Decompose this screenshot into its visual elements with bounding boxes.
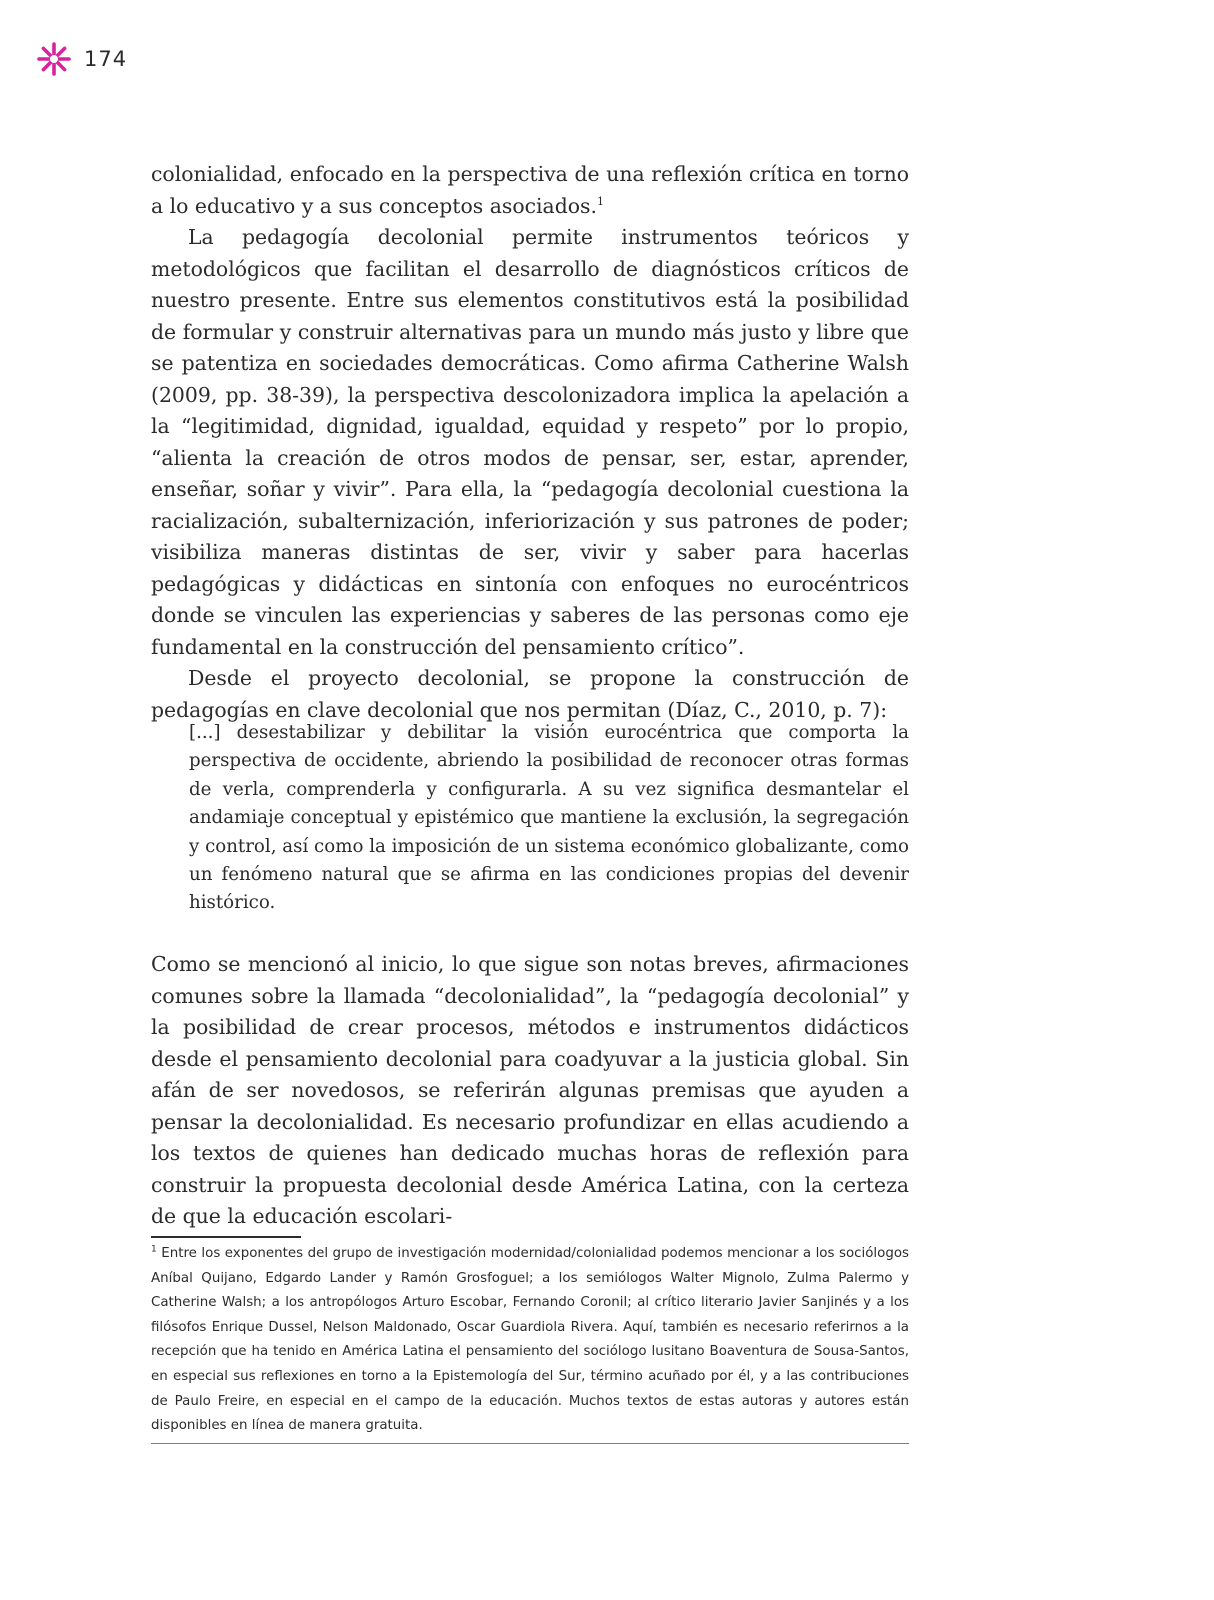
paragraph: Como se mencionó al inicio, lo que sigue son notas breves, afirmaciones comunes sobre la llamada “decolonialidad”, la “pedagogía decolonial” y la posibilidad de crear procesos, métodos e instrumentos didácticos desde el pensamiento decolonial para coadyuvar a la justicia global. Sin afán de ser novedosos, se referirán algunas premisas que ayuden a pensar la decolonialidad. Es necesario profundizar en ellas acudiendo a los textos de quienes han dedicado muchas horas de reflexión para construir la propuesta decolonial desde América Latina, con la certeza de que la educación escolari- <box>151 952 909 1228</box>
footnote <box>151 1242 909 1439</box>
paragraph: La pedagogía decolonial permite instrumentos teóricos y metodológicos que facilitan el desarrollo de diagnósticos críticos de nuestro presente. Entre sus elementos constitutivos está la posibilidad de formular y construir alternativas para un mundo más justo y libre que se patentiza en sociedades democráticas. Como afirma Catherine Walsh (2009, pp. 38-39), la perspectiva descolonizadora implica la apelación a la “legitimidad, dignidad, igualdad, equidad y respeto” por lo propio, “alienta la creación de otros modos de pensar, ser, estar, aprender, enseñar, soñar y vivir”. Para ella, la “pedagogía decolonial cuestiona la racialización, subalternización, inferiorización y sus patrones de poder; visibiliza maneras distintas de ser, vivir y saber para hacerlas pedagógicas y didácticas en sintonía con enfoques no eurocéntricos donde se vinculen las experiencias y saberes de las personas como eje fundamental en la construcción del pensamiento crítico”. <box>151 225 909 659</box>
paragraph-continuation <box>151 159 909 222</box>
body-text-top <box>151 159 909 726</box>
page-number: 174 <box>84 47 128 71</box>
footnote-text: Entre los exponentes del grupo de investigación modernidad/colonialidad podemos mencionar a los sociólogos Aníbal Quijano, Edgardo Lander y Ramón Grosfoguel; a los semiólogos Walter Mignolo, Zulma Palermo y Catherine Walsh; a los antropólogos Arturo Escobar, Fernando Coronil; al crítico literario Javier Sanjinés y a los filósofos Enrique Dussel, Nelson Maldonado, Oscar Guardiola Rivera. Aquí, también es necesario referirnos a la recepción que ha tenido en América Latina el pensamiento del sociólogo lusitano Boaventura de Sousa-Santos, en especial sus reflexiones en torno a la Epistemología del Sur, término acuñado por él, y a las contribuciones de Paulo Freire, en especial en el campo de la educación. Muchos textos de estas autoras y autores están disponibles en línea de manera gratuita. <box>151 1246 909 1434</box>
footnote-number: 1 <box>151 1244 157 1255</box>
paragraph: Desde el proyecto decolonial, se propone la construcción de pedagogías en clave decolonial que nos permitan (Díaz, C., 2010, p. 7): <box>151 666 909 722</box>
footnote-bottom-divider <box>151 1443 909 1444</box>
footnote-reference[interactable]: 1 <box>596 194 604 208</box>
block-quote: [...] desestabilizar y debilitar la visión eurocéntrica que comporta la perspectiva de occidente, abriendo la posibilidad de reconocer otras formas de verla, comprenderla y configurarla. A su vez significa desmantelar el andamiaje conceptual y epistémico que mantiene la exclusión, la segregación y control, así como la imposición de un sistema económico globalizante, como un fenómeno natural que se afirma en las condiciones propias del devenir histórico. <box>189 722 909 914</box>
asterisk-icon <box>36 41 72 77</box>
body-text-bottom <box>151 949 909 1233</box>
paragraph-text: colonialidad, enfocado en la perspectiva de una reflexión crítica en torno a lo educativo y a sus conceptos asociados. <box>151 162 909 218</box>
page-header <box>36 42 127 76</box>
footnote-divider <box>151 1236 301 1238</box>
